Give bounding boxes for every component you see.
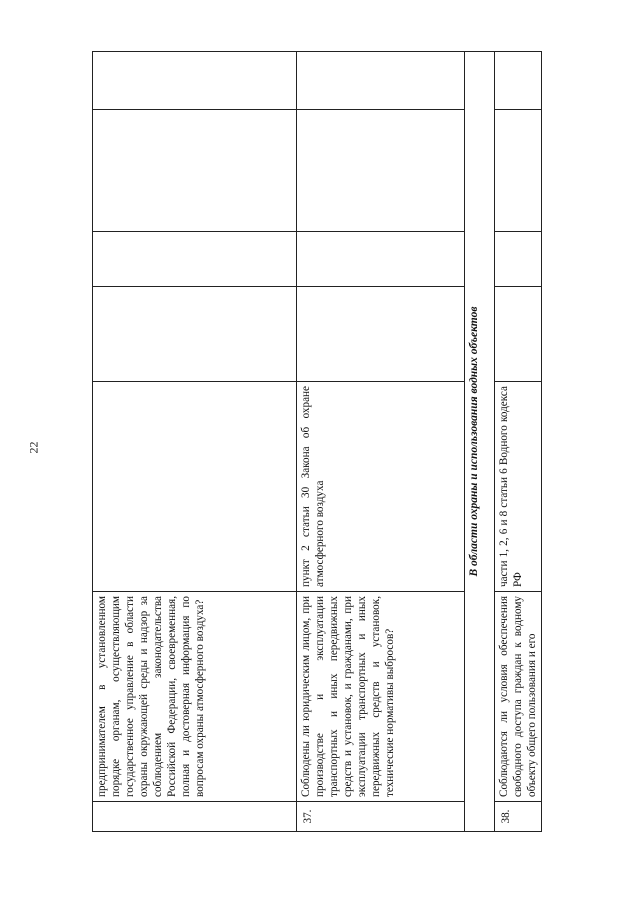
empty-cell	[297, 232, 465, 287]
empty-cell	[297, 52, 465, 110]
empty-cell	[93, 52, 297, 110]
row-number: 38.	[495, 802, 542, 832]
section-heading: В области охраны и использования водных объектов	[465, 52, 495, 832]
empty-cell	[297, 287, 465, 382]
empty-cell	[297, 110, 465, 232]
checklist-table	[92, 51, 542, 832]
empty-cell	[93, 232, 297, 287]
question-cell: Соблюдаются ли условия обеспечения свободного доступа граждан к водному объекту общего пользования и его	[495, 592, 542, 802]
row-number: 37.	[297, 802, 465, 832]
reference-cell	[93, 382, 297, 592]
reference-cell: части 1, 2, 6 и 8 статьи 6 Водного кодекса РФ	[495, 382, 542, 592]
empty-cell	[93, 110, 297, 232]
empty-cell	[495, 52, 542, 110]
table-row	[93, 52, 297, 832]
empty-cell	[495, 287, 542, 382]
section-row	[465, 52, 495, 832]
page-number: 22	[26, 441, 41, 454]
reference-cell: пункт 2 статьи 30 Закона об охране атмосферного воздуха	[297, 382, 465, 592]
empty-cell	[495, 232, 542, 287]
checklist-table-rotated	[92, 52, 538, 832]
question-cell: предпринимателем в установленном порядке органам, осуществляющим государственное управление в области охраны окружающей среды и надзор за соблюдением законодательства Российской Федерации, своевременная, полная и достоверная информация по вопросам охраны атмосферного воздуха?	[93, 592, 297, 802]
question-cell: Соблюдены ли юридическим лицом, при производстве и эксплуатации транспортных и иных передвижных средств и установок, и гражданами, при эксплуатации транспортных и иных передвижных средств и установок, технические нормативы выбросов?	[297, 592, 465, 802]
empty-cell	[495, 110, 542, 232]
table-row	[495, 52, 542, 832]
empty-cell	[93, 287, 297, 382]
row-number	[93, 802, 297, 832]
table-row	[297, 52, 465, 832]
